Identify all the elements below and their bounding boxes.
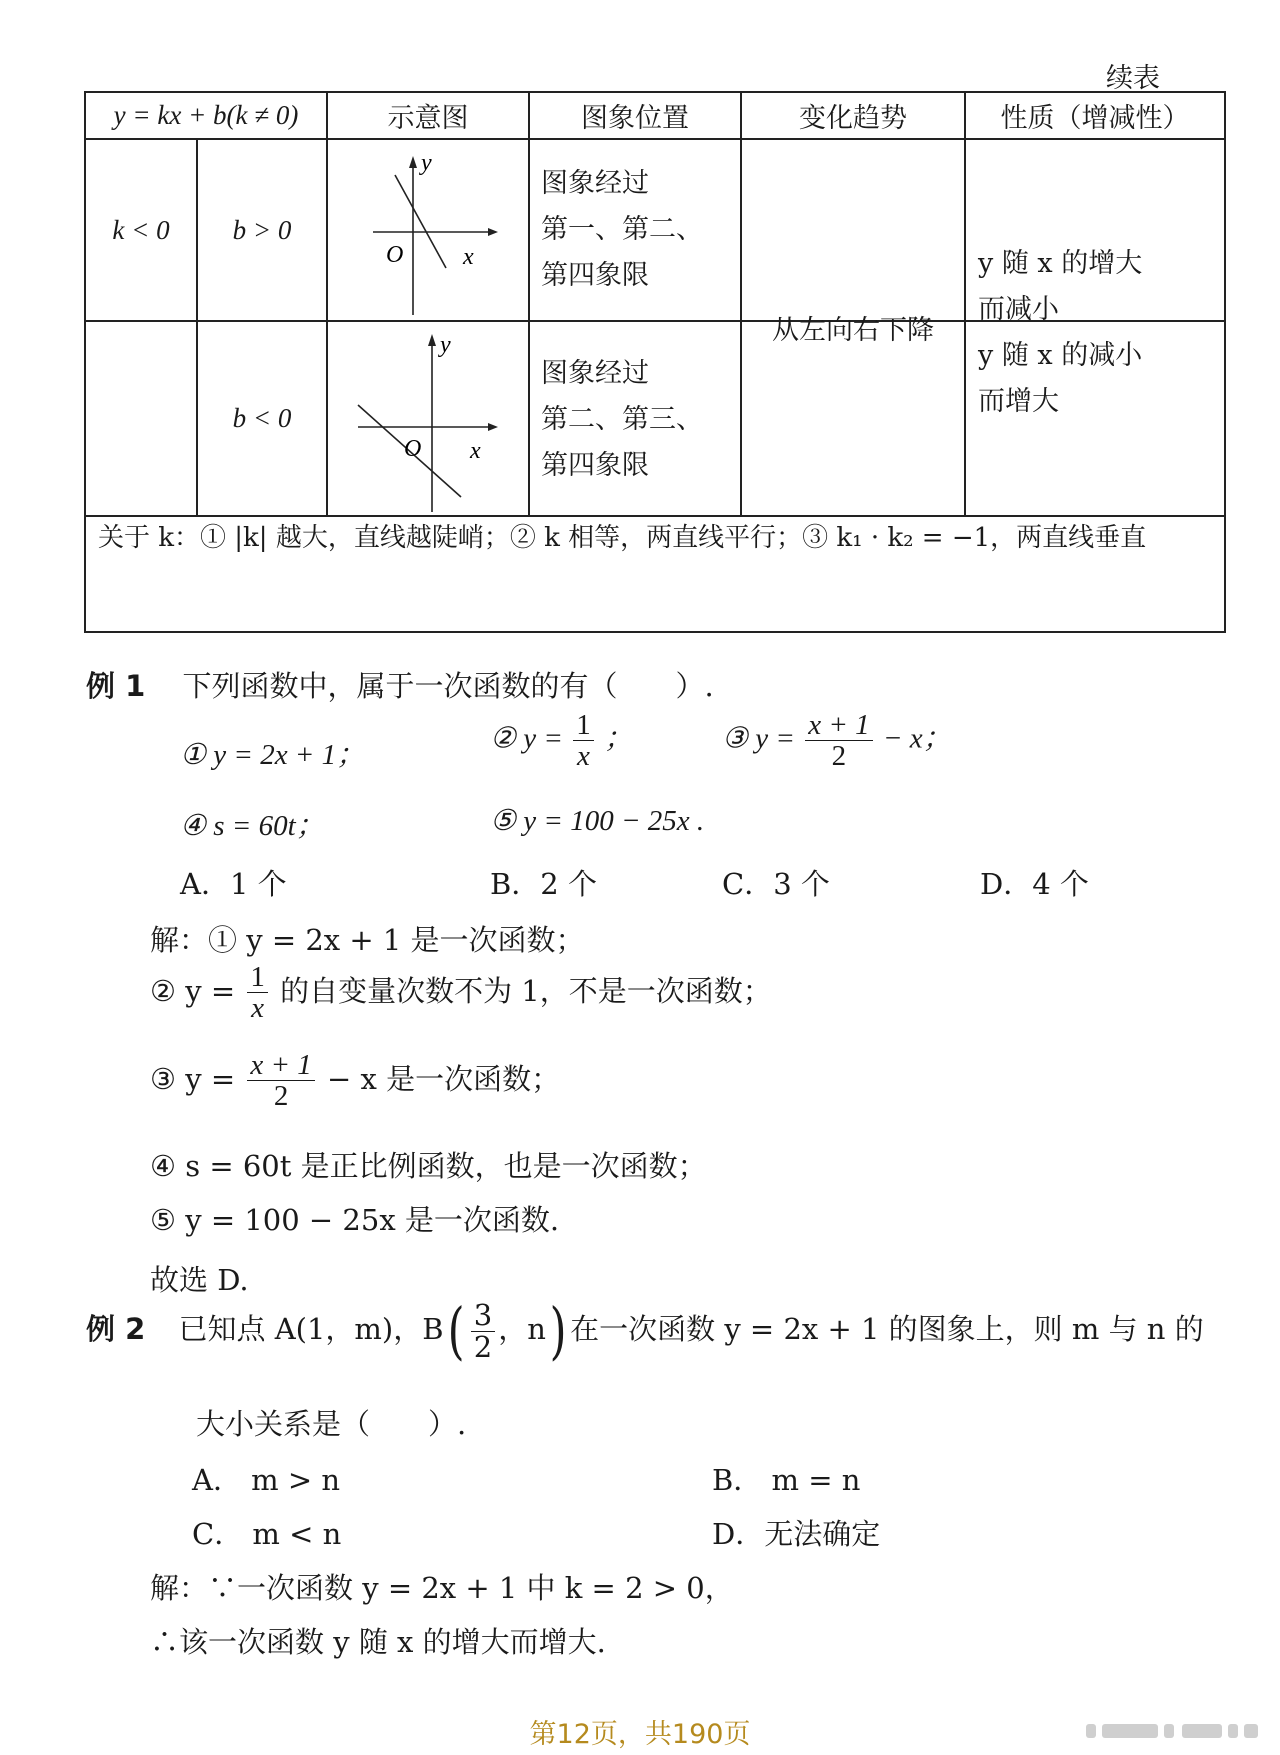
row2-y-label: y [440,332,451,358]
row2-position: 图象经过 第二、第三、 第四象限 [541,358,703,481]
example1-question-line [86,664,714,705]
row1-b: b > 0 [232,214,292,245]
example1-option-b: B．2 个 [490,867,597,901]
example2-option-c: C． m < n [192,1517,342,1551]
header-function: y = kx + b(k ≠ 0) [113,100,299,130]
example1-solution-5: ⑤ y = 100 − 25x 是一次函数. [150,1203,560,1237]
linear-function-table [84,91,1226,633]
row1-origin-label: O [386,242,404,268]
example1-solution-2: ② y = $\frac{1}{x}$ 的自变量次数不为 1，不是一次函数； [150,961,772,1025]
row2-diagram [328,322,528,515]
header-property: 性质（增减性） [1000,103,1190,134]
example2-label: 例 2 [86,1312,146,1346]
example1-item5: ⑤ y = 100 − 25x . [490,805,705,837]
row1-y-label: y [421,150,432,176]
example1-option-c: C．3 个 [722,867,830,901]
row1-x-label: x [463,244,474,270]
example2-option-d: D．无法确定 [712,1517,881,1551]
example1-option-d: D．4 个 [980,867,1089,901]
example2-solution-2: ∴该一次函数 y 随 x 的增大而增大. [150,1625,606,1659]
trend-cell: 从左向右下降 [772,315,934,346]
header-diagram: 示意图 [387,103,469,134]
header-position: 图象位置 [581,103,689,134]
example1-item3: ③ y = $\frac{x + 1}{2}$ − x； [722,709,952,773]
example2-option-a: A． m > n [192,1463,341,1497]
row2-x-label: x [470,438,481,464]
header-trend: 变化趋势 [799,103,907,134]
example1-item2: ② y = $\frac{1}{x}$ ； [490,709,633,773]
example2-solution-1: 解：∵一次函数 y = 2x + 1 中 k = 2 > 0， [150,1571,734,1605]
example1-option-a: A．1 个 [180,867,287,901]
property-cell: y 随 x 的增大 而减小 y 随 x 的减小 而增大 [978,248,1143,417]
example1-solution-1: 解：① y = 2x + 1 是一次函数； [150,923,585,957]
example1-solution-4: ④ s = 60t 是正比例函数，也是一次函数； [150,1149,707,1183]
example1-answer: 故选 D. [150,1263,249,1297]
row2-b: b < 0 [232,403,292,433]
row1-k: k < 0 [112,214,170,245]
page-indicator: 第12页，共190页 [529,1719,751,1750]
example2-question-line2: 大小关系是（ ）. [196,1407,467,1441]
example1-solution-3: ③ y = $\frac{x + 1}{2}$ − x 是一次函数； [150,1049,561,1113]
example2-question-line: 例 2 已知点 A(1，m)，B( $\frac{3}{2}$ ，n) 在一次函数 y = 2x + 1 的图象上，则 m 与 n 的 [86,1294,1204,1367]
scroll-handle-icon[interactable] [1086,1722,1258,1740]
row1-position: 图象经过 第一、第二、 第四象限 [541,168,703,291]
example1-label: 例 1 [86,669,146,703]
example1-question: 下列函数中，属于一次函数的有（ ）. [182,669,714,703]
continued-table-label: 续表 [1106,63,1160,94]
row1-diagram [328,140,528,320]
example1-item1: ① y = 2x + 1； [180,739,366,771]
row2-origin-label: O [404,436,422,462]
example2-option-b: B． m = n [712,1463,861,1497]
table-note: 关于 k：① |k| 越大，直线越陡峭；② k 相等，两直线平行；③ k₁ · k₂ = −1，两直线垂直 [98,523,1147,553]
example1-item4: ④ s = 60t； [180,810,325,842]
